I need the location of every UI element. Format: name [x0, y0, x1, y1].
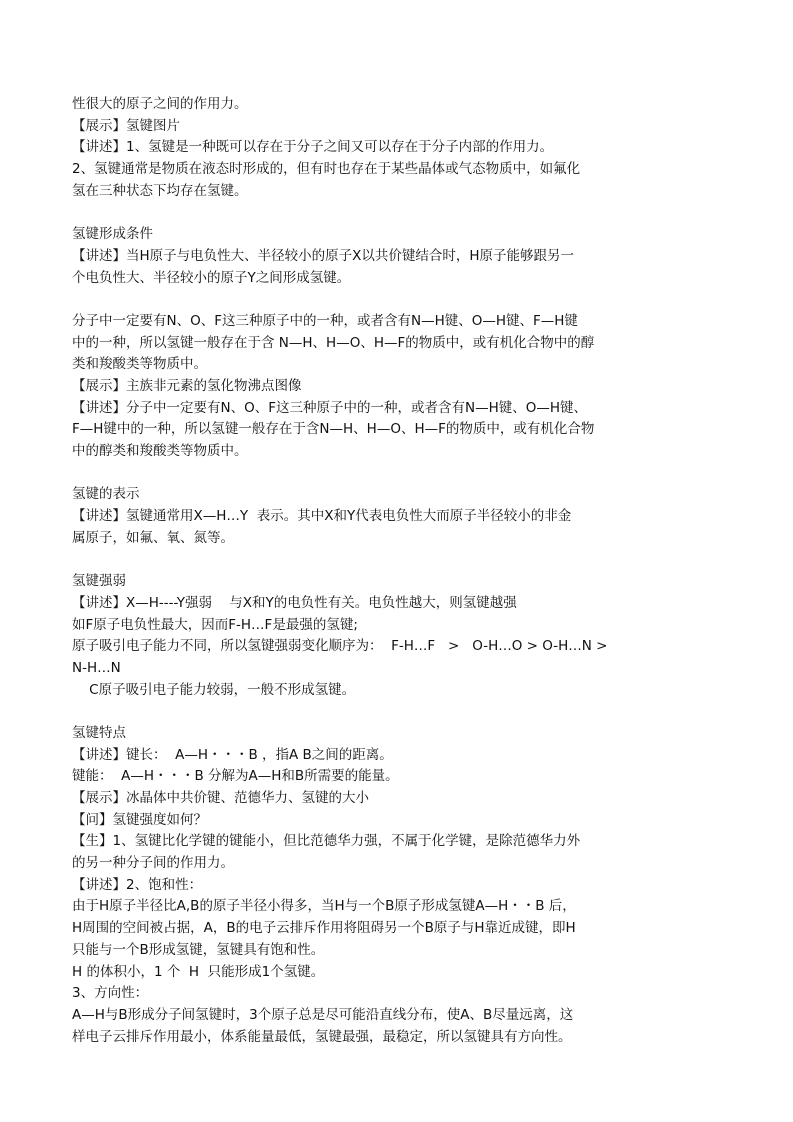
- section-heading: 氢键的表示: [72, 486, 140, 503]
- text-line: 属原子，如氟、氧、氮等。: [72, 529, 234, 546]
- text-line: C原子吸引电子能力较弱，一般不形成氢键。: [72, 681, 356, 698]
- text-line: 【展示】主族非元素的氢化物沸点图像: [72, 377, 302, 394]
- text-line: 的另一种分子间的作用力。: [72, 855, 234, 872]
- text-line: 【讲述】氢键通常用X—H…Y 表示。其中X和Y代表电负性大而原子半径较小的非金: [72, 508, 572, 525]
- text-line: 氢在三种状态下均存在氢键。: [72, 182, 248, 199]
- blank-line: [72, 289, 602, 311]
- text-line: 【讲述】键长： A—H・・・B ，指A B之间的距离。: [72, 746, 393, 763]
- section-heading: 氢键强弱: [72, 573, 126, 590]
- blank-line: [72, 549, 602, 571]
- text-line: 原子吸引电子能力不同，所以氢键强弱变化顺序为： F-H…F > O-H…O > O-H…N >: [72, 638, 608, 655]
- section-heading: 氢键形成条件: [72, 226, 153, 243]
- text-line: 【问】氢键强度如何？: [72, 811, 207, 828]
- blank-line: [72, 701, 602, 723]
- text-line: 中的醇类和羧酸类等物质中。: [72, 443, 248, 459]
- text-line: 个电负性大、半径较小的原子Y之间形成氢键。: [72, 269, 351, 286]
- blank-line: [72, 202, 602, 224]
- text-line: 【展示】氢键图片: [72, 117, 180, 134]
- text-line: 类和羧酸类等物质中。: [72, 356, 207, 373]
- text-line: 3、方向性：: [72, 985, 149, 1002]
- text-line: 分子中一定要有N、O、F这三种原子中的一种，或者含有N—H键、O—H键、F—H键: [72, 312, 578, 329]
- text-line: H周围的空间被占据，A，B的电子云排斥作用将阻碍另一个B原子与H靠近成键，即H: [72, 920, 576, 937]
- blank-line: [72, 463, 602, 485]
- text-line: 键能： A—H・・・B 分解为A—H和B所需要的能量。: [72, 768, 399, 785]
- text-line: A—H与B形成分子间氢键时，3个原子总是尽可能沿直线分布，使A、B尽量远离，这: [72, 1006, 574, 1023]
- text-line: 只能与一个B形成氢键，氢键具有饱和性。: [72, 941, 325, 958]
- text-line: 样电子云排斥作用最小，体系能量最低，氢键最强，最稳定，所以氢键具有方向性。: [72, 1028, 572, 1045]
- text-line: 【讲述】分子中一定要有N、O、F这三种原子中的一种，或者含有N—H键、O—H键、: [72, 399, 588, 416]
- text-line: 由于H原子半径比A,B的原子半径小得多，当H与一个B原子形成氢键A—H・・B 后，: [72, 898, 576, 915]
- text-line: 【展示】冰晶体中共价键、范德华力、氢键的大小: [72, 790, 369, 806]
- text-line: N-H…N: [72, 659, 121, 676]
- text-line: 性很大的原子之间的作用力。: [72, 96, 248, 112]
- section-heading: 氢键特点: [72, 724, 126, 741]
- text-line: H 的体积小，1 个 H 只能形成1个氢键。: [72, 963, 325, 980]
- text-line: 2、氢键通常是物质在液态时形成的，但有时也存在于某些晶体或气态物质中，如氟化: [72, 161, 581, 178]
- text-line: 【讲述】当H原子与电负性大、半径较小的原子X以共价键结合时，H原子能够跟另一: [72, 247, 575, 264]
- text-line: 中的一种，所以氢键一般存在于含 N—H、H—O、H—F的物质中，或有机化合物中的醇: [72, 334, 595, 351]
- text-line: F—H键中的一种，所以氢键一般存在于含N—H、H—O、H—F的物质中，或有机化合物: [72, 421, 595, 438]
- text-line: 【讲述】2、饱和性：: [72, 876, 203, 893]
- text-line: 【生】1、氢键比化学键的键能小，但比范德华力强，不属于化学键，是除范德华力外: [72, 833, 581, 850]
- text-line: 【讲述】1、氢键是一种既可以存在于分子之间又可以存在于分子内部的作用力。: [72, 139, 554, 156]
- text-line: 如F原子电负性最大，因而F-H…F是最强的氢键;: [72, 616, 358, 633]
- document-body: [72, 94, 608, 1048]
- text-line: 【讲述】X—H----Y强弱 与X和Y的电负性有关。电负性越大，则氢键越强: [72, 594, 517, 611]
